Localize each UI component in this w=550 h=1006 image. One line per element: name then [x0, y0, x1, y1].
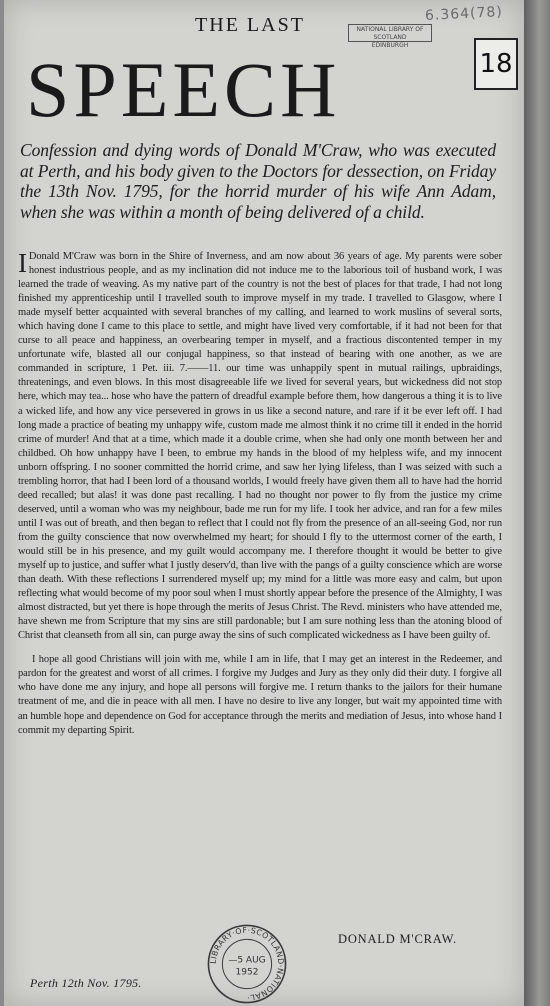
library-label-stamp: NATIONAL LIBRARY OF SCOTLAND EDINBURGH [348, 24, 432, 42]
body-paragraph-1 [18, 250, 502, 643]
library-stamp-year: 1952 [235, 967, 259, 978]
shelfmark: 6.364(78) [424, 3, 504, 25]
subtitle: Confession and dying words of Donald M'Craw, who was executed at Perth, and his body given to the Doctors for dessection, on Friday the 13th Nov. 1795, for the horrid murder of his wife Ann Adam, when she was within a month of being delivered of a child. [20, 140, 496, 222]
page-edge [524, 0, 550, 1006]
library-stamp-date: —5 AUG [228, 955, 266, 966]
title-line-1: THE LAST [195, 14, 305, 36]
folio-number: 18 [474, 38, 518, 90]
body-paragraph-1-text: Donald M'Craw was born in the Shire of Inverness, and am now about 36 years of age. My parents were sober honest industrious people, and as my inclination did not induce me to the laborious toil of husband work, I was learned the trade of weaving. As my native part of the country is not the best of places for that trade, I had not long finished my apprenticeship until I travelled south to improve myself in my trade. I travelled to Glasgow, where I made myself better acquainted with several branches of my calling, and learned to work muslins of several sorts, which having done I came to this place to settle, and might have lived very comfortable, if it had not been for that curse to all peace and happiness, an overbearing temper in myself, and a fractious discontented temper in my unfortunate wife, blasted all our conjugal happiness, so that instead of bearing with one another, as we are commanded in scripture, 1 Pet. iii. 7.——11. our time was unhappily spent in mutual railings, upbraidings, threatenings, and even blows. In this most disagreeable life we lived for several years, but wickedness did not stop here, which may tea... hose who have the pattern of dreadful example before them, how dangerous a thing it is to live a wicked life, and how any vice persevered in grows in us like a second nature, and rare if it be ever left off. I had long made a practice of beating my unhappy wife, custom made me almost think it no crime till it ended in the horrid crime of murder! And that at a time, which made it a double crime, when she had only one month between her and childbed. Oh how unhappy have I been, to embrue my hands in the blood of my helpless wife, and my innocent unborn offspring. I no sooner committed the horrid crime, and saw her lying lifeless, than I was seized with such a trembling horror, that had I been lord of a thousand worlds, I would freely have given them all to have had the horrid deed recalled; but alas! it was done past recalling. I had no thought nor power to fly from the justice my crime deserved, until a woman who was my neighbour, bade me run for my life. I took her advice, and ran for a few miles until I was out of breath, and then began to reflect that I could not fly from the presence of an all-seeing God, nor run from the guilty conscience that now overwhelmed my heart; for should I fly to the uttermost corner of the earth, I would still be in his presence, and my guilt would accompany me. I therefore thought it would be better to give myself up to justice, and suffer what I justly deserv'd, than live with the pangs of a guilty conscience which are worse than death. With these reflections I surrendered myself up; my mind for a little was more easy and calm, but upon reflecting what would become of my poor soul when I must shortly appear before the presence of the Almighty, I was almost distracted, but yet there is hope through the merits of Jesus Christ. The Revd. ministers who have attended me, have shewn me from Scripture that my sins are still pardonable; but I am sure nothing less than the atoning blood of Christ that cleanseth from all sin, can purge away the sins of such complicated wickedness as I have been guilty of. [18, 251, 502, 642]
library-stamp-ring-text: LIBRARY·OF·SCOTLAND·NATIONAL· [208, 925, 286, 1003]
body-paragraph-2: I hope all good Christians will join with me, while I am in life, that I may get an interest in the Redeemer, and pardon for the greatest and worst of all crimes. I forgive my Judges and Jury as they only did their duty. I forgive all who have done me any injury, and hope all persons will forgive me. I return thanks to the jailors for their humane treatment of me, and die in peace with all men. I have no desire to live any longer, but wait my appointed time with an humble hope and dependence on God for acceptance through the merits and mediation of Jesus, into whose hand I commit my departing Spirit. [18, 654, 502, 736]
library-stamp-icon [206, 923, 288, 1005]
signature: DONALD M'CRAW. [338, 932, 457, 946]
title-line-2: SPEECH [26, 46, 341, 133]
speech-body [18, 250, 502, 748]
drop-cap: I [18, 248, 27, 278]
place-date: Perth 12th Nov. 1795. [30, 976, 142, 990]
